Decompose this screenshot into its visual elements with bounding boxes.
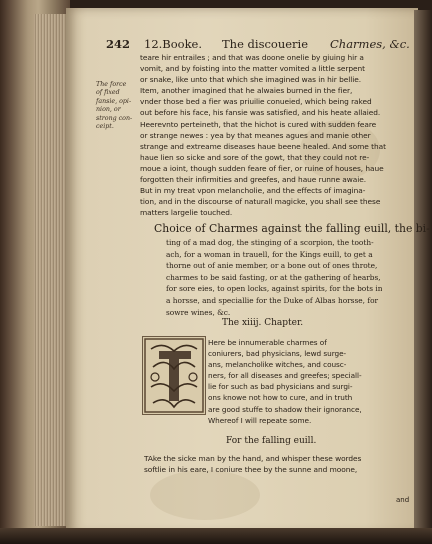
text-line: are good stuffe to shadow their ignorance, bbox=[208, 404, 362, 414]
heading-line: sowre wines, &c. bbox=[166, 307, 231, 317]
text-line: strange and extreame diseases haue beene healed. And some that bbox=[140, 141, 386, 151]
paragraph-1 bbox=[140, 52, 386, 218]
text-line: TAke the sicke man by the hand, and whisper these wordes bbox=[144, 454, 362, 463]
paragraph-2 bbox=[208, 337, 362, 426]
text-line: softlie in his eare, I coniure thee by the sunne and moone, bbox=[144, 465, 358, 475]
heading-line: thorne out of anie member, or a bone out of ones throte, bbox=[166, 261, 378, 271]
text-line: tion, and in the discourse of naturall magicke, you shall see these bbox=[140, 197, 381, 207]
facing-page-edge bbox=[414, 10, 432, 534]
text-line: vnder those bed a fier was priuilie conueied, which being raked bbox=[140, 97, 372, 107]
text-line: out before his face, his fansie was satisfied, and his heate allaied. bbox=[140, 108, 381, 118]
page-number: 242 bbox=[106, 37, 131, 51]
heading-line: ach, for a woman in trauell, for the Kings euill, to get a bbox=[166, 249, 373, 259]
text-line: teare hir entrailes ; and that was doone onelie by giuing hir a bbox=[140, 53, 364, 62]
margin-note bbox=[96, 81, 140, 131]
chapter-label: The xiiij. Chapter. bbox=[222, 318, 304, 328]
text-line: ons knowe not how to cure, and in truth bbox=[208, 393, 353, 403]
heading-continuation bbox=[166, 237, 382, 318]
running-title: The discouerie bbox=[222, 37, 309, 51]
margin-note-line: The force bbox=[96, 81, 127, 88]
catchword: and bbox=[396, 496, 410, 504]
heading-line: Choice of Charmes against the falling euill, the bi- bbox=[154, 222, 430, 235]
subheading: For the falling euill. bbox=[226, 436, 317, 446]
heading-line: ting of a mad dog, the stinging of a scorpion, the tooth- bbox=[166, 238, 374, 247]
text-line: Here be innumerable charmes of bbox=[208, 338, 327, 347]
paragraph-3 bbox=[144, 453, 361, 475]
margin-note-line: of fixed bbox=[96, 89, 120, 97]
page-edges bbox=[34, 14, 70, 526]
text-line: ans, melancholike witches, and cousc- bbox=[208, 360, 347, 370]
text-line: Whereof I will repeate some. bbox=[208, 415, 312, 425]
text-line: lie for such as bad physicians and surgi- bbox=[208, 382, 353, 392]
text-line: or snake, like unto that which she imagined was in hir bellie. bbox=[140, 75, 362, 85]
margin-note-line: nion, or bbox=[96, 106, 121, 114]
text-line: moue a ioint, though sudden feare of fier, or ruine of houses, haue bbox=[140, 163, 384, 173]
text-line: coniurers, bad physicians, lewd surge- bbox=[208, 349, 347, 359]
text-line: vomit, and by foisting into the matter vomited a little serpent bbox=[140, 64, 366, 74]
heading-line: charmes to be said fasting, or at the gathering of hearbs, bbox=[166, 272, 381, 282]
decorated-initial bbox=[142, 336, 206, 415]
section-title: Charmes, &c. bbox=[330, 37, 410, 51]
heading-line: for sore eies, to open locks, against spirits, for the bots in bbox=[166, 284, 383, 294]
bottom-shadow bbox=[0, 528, 432, 544]
text-line: ners, for all diseases and greefes; speciall- bbox=[208, 371, 362, 381]
paper-stain bbox=[150, 470, 260, 520]
text-line: Heerevnto perteineth, that the hichot is cured with sudden feare bbox=[140, 119, 377, 129]
text-line: matters largelie touched. bbox=[140, 208, 233, 218]
text-line: But in my treat vpon melancholie, and the effects of imagina- bbox=[140, 186, 366, 196]
text-line: or strange newes : yea by that meanes agues and manie other bbox=[140, 130, 371, 140]
text-line: haue lien so sicke and sore of the gowt, that they could not re- bbox=[140, 152, 370, 162]
book-number: 12.Booke. bbox=[144, 37, 203, 51]
heading-line: a horsse, and speciallie for the Duke of Albas horsse, for bbox=[166, 295, 379, 305]
text-line: forgotten their infirmities and greefes, and haue runne awaie. bbox=[140, 175, 367, 185]
text-line: Item, another imagined that he alwaies burned in the fier, bbox=[140, 86, 353, 96]
margin-note-line: fansie, opi- bbox=[96, 97, 132, 105]
margin-note-line: ceipt. bbox=[96, 123, 114, 131]
margin-note-line: strong con- bbox=[96, 114, 133, 122]
ornament-initial-icon bbox=[143, 337, 205, 414]
heading bbox=[154, 222, 430, 236]
running-head bbox=[106, 37, 414, 53]
